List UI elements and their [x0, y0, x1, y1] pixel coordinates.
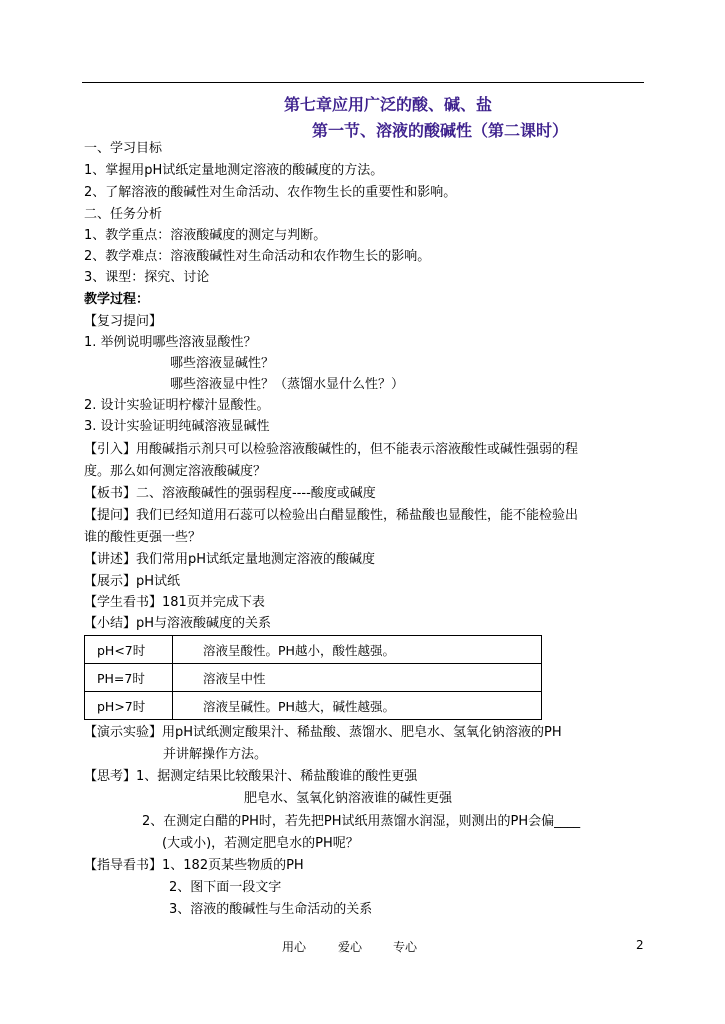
thinking-line-2b: (大或小)，若测定肥皂水的PH呢？ — [162, 836, 359, 851]
demo-experiment-line-2: 并讲解操作方法。 — [163, 747, 268, 762]
page-number: 2 — [636, 938, 644, 952]
table-row — [85, 664, 542, 692]
table-row — [85, 636, 542, 664]
reading-guide-line-3: 3、溶液的酸碱性与生命活动的关系 — [169, 902, 373, 917]
footer-word-3: 专心 — [393, 940, 418, 954]
review-question-1: 1. 举例说明哪些溶液显酸性？ — [84, 335, 257, 350]
introduction-line-2: 度。那么如何测定溶液酸碱度？ — [84, 464, 267, 479]
thinking-line-2: 2、在测定白醋的PH时，若先把PH试纸用蒸馏水润湿，则测出的PH会偏____ — [142, 814, 581, 829]
table-row — [85, 692, 542, 720]
review-label: 【复习提问】 — [84, 314, 163, 329]
display-line: 【展示】pH试纸 — [84, 574, 181, 589]
chapter-title: 第七章应用广泛的酸、碱、盐 — [284, 95, 493, 114]
footer-word-1: 用心 — [282, 940, 307, 954]
objective-2: 2、了解溶液的酸碱性对生命活动、农作物生长的重要性和影响。 — [84, 185, 457, 200]
reading-guide-line-1: 【指导看书】1、182页某些物质的PH — [84, 858, 304, 873]
table-cell-description: 溶液呈中性 — [173, 664, 542, 692]
heading-objectives: 一、学习目标 — [84, 141, 163, 156]
table-cell-description: 溶液呈酸性。PH越小，酸性越强。 — [173, 636, 542, 664]
key-point: 1、教学重点：溶液酸碱度的测定与判断。 — [84, 228, 327, 243]
thinking-line-1b: 肥皂水、氢氧化钠溶液谁的碱性更强 — [244, 791, 453, 806]
review-question-1b: 哪些溶液显碱性？ — [170, 356, 275, 371]
thinking-line-1: 【思考】1、据测定结果比较酸果汁、稀盐酸谁的酸性更强 — [84, 769, 418, 784]
blackboard-line: 【板书】二、溶液酸碱性的强弱程度----酸度或碱度 — [84, 486, 376, 501]
student-reading-line: 【学生看书】181页并完成下表 — [84, 595, 265, 610]
explanation-line: 【讲述】我们常用pH试纸定量地测定溶液的酸碱度 — [84, 552, 376, 567]
question-line-1: 【提问】我们已经知道用石蕊可以检验出白醋显酸性，稀盐酸也显酸性，能不能检验出 — [84, 508, 579, 523]
demo-experiment-line-1: 【演示实验】用pH试纸测定酸果汁、稀盐酸、蒸馏水、肥皂水、氢氧化钠溶液的PH — [84, 725, 562, 740]
heading-teaching-process: 教学过程： — [84, 292, 150, 307]
objective-1: 1、掌握用pH试纸定量地测定溶液的酸碱度的方法。 — [84, 163, 384, 178]
difficult-point: 2、教学难点：溶液酸碱性对生命活动和农作物生长的影响。 — [84, 249, 431, 264]
header-rule — [82, 82, 644, 83]
ph-summary-table — [84, 635, 542, 720]
table-cell-condition: PH=7时 — [85, 664, 173, 692]
lesson-type: 3、课型：探究、讨论 — [84, 270, 210, 285]
heading-task-analysis: 二、任务分析 — [84, 207, 163, 222]
review-question-3: 3. 设计实验证明纯碱溶液显碱性 — [84, 419, 270, 434]
review-question-1c: 哪些溶液显中性？（蒸馏水显什么性？） — [170, 377, 405, 392]
review-question-2: 2. 设计实验证明柠檬汁显酸性。 — [84, 398, 270, 413]
introduction-line-1: 【引入】用酸碱指示剂只可以检验溶液酸碱性的，但不能表示溶液酸性或碱性强弱的程 — [84, 442, 579, 457]
reading-guide-line-2: 2、图下面一段文字 — [169, 880, 282, 895]
footer-word-2: 爱心 — [338, 940, 363, 954]
table-cell-condition: pH>7时 — [85, 692, 173, 720]
summary-line: 【小结】pH与溶液酸碱度的关系 — [84, 616, 272, 631]
question-line-2: 谁的酸性更强一些？ — [84, 530, 202, 545]
section-title: 第一节、溶液的酸碱性（第二课时） — [312, 121, 569, 140]
table-cell-condition: pH<7时 — [85, 636, 173, 664]
table-cell-description: 溶液呈碱性。PH越大，碱性越强。 — [173, 692, 542, 720]
